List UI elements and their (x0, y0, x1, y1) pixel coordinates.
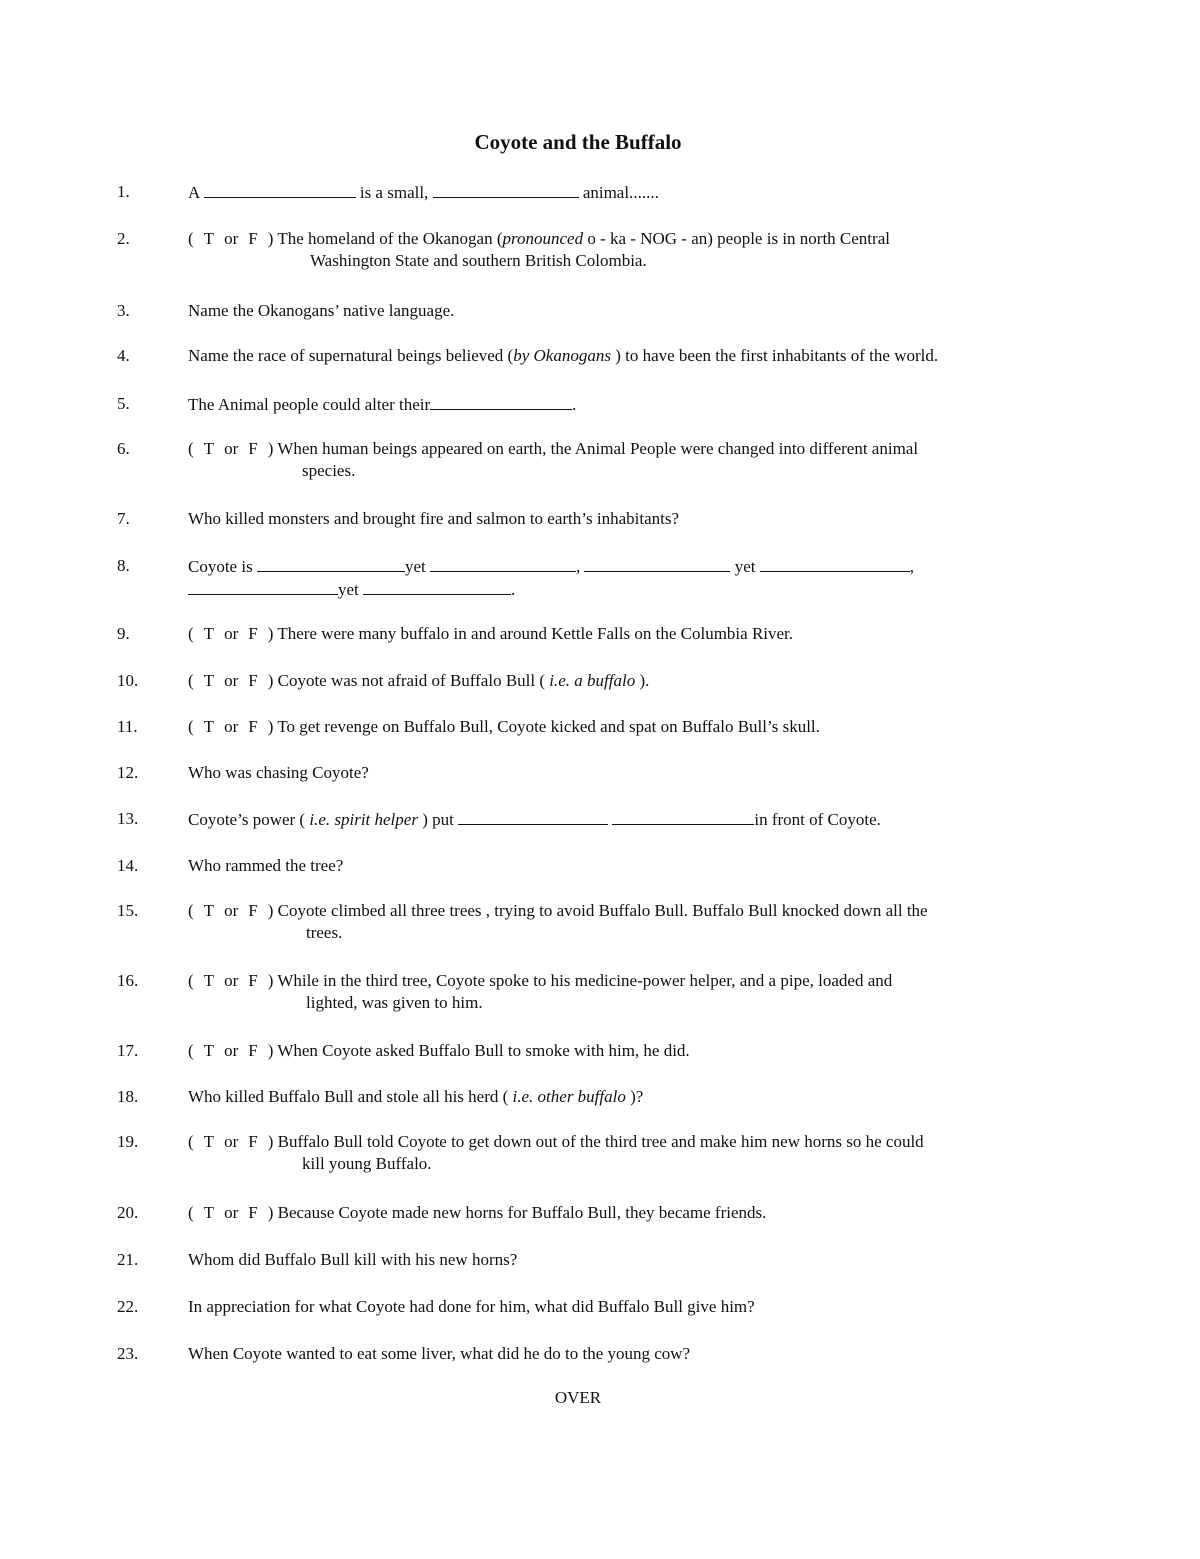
true-false-choice[interactable] (188, 439, 273, 458)
tf-open: ( (188, 671, 194, 690)
answer-blank[interactable] (433, 181, 579, 198)
q1-text-a: A (188, 183, 200, 202)
q8-period: . (511, 580, 516, 599)
q1-text-c: animal....... (582, 183, 659, 202)
question-number: 4. (117, 346, 130, 365)
q2-text-a: The homeland of the Okanogan ( (277, 229, 503, 248)
true-option[interactable]: T (203, 229, 215, 248)
question-number: 20. (117, 1203, 139, 1222)
tf-close: ) (267, 1203, 274, 1222)
true-false-choice[interactable] (188, 1041, 273, 1060)
q6-text-b: species. (302, 461, 356, 480)
tf-close: ) (267, 439, 274, 458)
false-option[interactable]: F (248, 901, 258, 920)
q2-text-d: Washington State and southern British Colombia. (310, 251, 647, 270)
question-number: 2. (117, 229, 130, 248)
q10-text-a: Coyote was not afraid of Buffalo Bull ( (277, 671, 550, 690)
question-number: 11. (117, 717, 138, 736)
q4-text-italic: by Okanogans (513, 346, 611, 365)
true-option[interactable]: T (203, 717, 215, 736)
q4-text-a: Name the race of supernatural beings believed ( (188, 346, 514, 365)
tf-or: or (224, 1203, 239, 1222)
tf-close: ) (267, 717, 274, 736)
question-number: 10. (117, 671, 139, 690)
false-option[interactable]: F (248, 439, 258, 458)
q15-text-a: Coyote climbed all three trees , trying to avoid Buffalo Bull. Buffalo Bull knocked down all the (277, 901, 928, 920)
question-text: Who killed monsters and brought fire and salmon to earth’s inhabitants? (188, 509, 679, 528)
q8-yet: yet (338, 580, 359, 599)
q13-text-a: Coyote’s power ( (188, 810, 310, 829)
q15-text-b: trees. (306, 923, 343, 942)
question-number: 1. (117, 182, 130, 201)
true-option[interactable]: T (203, 901, 215, 920)
tf-open: ( (188, 439, 194, 458)
q19-text-a: Buffalo Bull told Coyote to get down out of the third tree and make him new horns so he could (277, 1132, 924, 1151)
q18-text-a: Who killed Buffalo Bull and stole all his herd ( (188, 1087, 513, 1106)
question-number: 13. (117, 809, 139, 828)
true-option[interactable]: T (203, 1203, 215, 1222)
true-option[interactable]: T (203, 624, 215, 643)
true-option[interactable]: T (203, 971, 215, 990)
question-number: 17. (117, 1041, 139, 1060)
answer-blank[interactable] (430, 393, 572, 410)
q8-comma: , (909, 557, 915, 576)
true-false-choice[interactable] (188, 671, 273, 690)
tf-close: ) (267, 901, 274, 920)
tf-close: ) (267, 971, 274, 990)
question-text: Who rammed the tree? (188, 856, 344, 875)
answer-blank[interactable] (612, 808, 754, 825)
tf-open: ( (188, 1203, 194, 1222)
q5-text-b: . (572, 395, 577, 414)
q2-text-c: o - ka - NOG - an) people is in north Central (583, 229, 890, 248)
false-option[interactable]: F (248, 229, 258, 248)
answer-blank[interactable] (584, 555, 730, 572)
question-number: 14. (117, 856, 139, 875)
question-text: Who was chasing Coyote? (188, 763, 369, 782)
q8-yet: yet (734, 557, 756, 576)
q6-text-a: When human beings appeared on earth, the Animal People were changed into different animal (277, 439, 919, 458)
question-number: 3. (117, 301, 130, 320)
q10-text-c: ). (635, 671, 650, 690)
false-option[interactable]: F (248, 1041, 258, 1060)
true-false-choice[interactable] (188, 1132, 273, 1151)
question-text: When Coyote asked Buffalo Bull to smoke with him, he did. (277, 1041, 690, 1060)
answer-blank[interactable] (458, 808, 608, 825)
question-text: Because Coyote made new horns for Buffalo Bull, they became friends. (277, 1203, 767, 1222)
q8-text-a: Coyote is (188, 557, 253, 576)
question-number: 8. (117, 556, 130, 575)
false-option[interactable]: F (248, 1132, 258, 1151)
question-number: 23. (117, 1344, 139, 1363)
tf-or: or (224, 439, 239, 458)
tf-open: ( (188, 229, 194, 248)
tf-open: ( (188, 1132, 194, 1151)
question-text: To get revenge on Buffalo Bull, Coyote kicked and spat on Buffalo Bull’s skull. (277, 717, 820, 736)
q13-text-d: in front of Coyote. (754, 810, 881, 829)
q13-text-italic: i.e. spirit helper (309, 810, 418, 829)
q4-text-c: ) to have been the first inhabitants of the world. (610, 346, 939, 365)
question-number: 19. (117, 1132, 139, 1151)
q8-comma: , (575, 557, 581, 576)
answer-blank[interactable] (430, 555, 576, 572)
answer-blank[interactable] (363, 578, 511, 595)
question-number: 22. (117, 1297, 139, 1316)
tf-close: ) (267, 671, 274, 690)
true-false-choice[interactable] (188, 1203, 273, 1222)
question-text: When Coyote wanted to eat some liver, what did he do to the young cow? (188, 1344, 691, 1363)
answer-blank[interactable] (760, 555, 910, 572)
tf-close: ) (267, 1041, 274, 1060)
q1-text-b: is a small, (359, 183, 429, 202)
q13-text-c: ) put (417, 810, 454, 829)
tf-or: or (224, 717, 239, 736)
question-text: Name the Okanogans’ native language. (188, 301, 455, 320)
tf-or: or (224, 971, 239, 990)
tf-open: ( (188, 901, 194, 920)
question-number: 15. (117, 901, 139, 920)
tf-or: or (224, 1132, 239, 1151)
false-option[interactable]: F (248, 717, 258, 736)
question-text: There were many buffalo in and around Kettle Falls on the Columbia River. (277, 624, 794, 643)
question-number: 7. (117, 509, 130, 528)
question-text: In appreciation for what Coyote had done for him, what did Buffalo Bull give him? (188, 1297, 755, 1316)
question-text: Whom did Buffalo Bull kill with his new horns? (188, 1250, 518, 1269)
tf-open: ( (188, 1041, 194, 1060)
tf-open: ( (188, 971, 194, 990)
q16-text-a: While in the third tree, Coyote spoke to his medicine-power helper, and a pipe, loaded and (277, 971, 893, 990)
q19-text-b: kill young Buffalo. (302, 1154, 432, 1173)
question-number: 5. (117, 394, 130, 413)
answer-blank[interactable] (204, 181, 356, 198)
true-option[interactable]: T (203, 439, 215, 458)
tf-close: ) (267, 229, 274, 248)
question-number: 9. (117, 624, 130, 643)
tf-or: or (224, 229, 239, 248)
tf-close: ) (267, 624, 274, 643)
question-number: 18. (117, 1087, 139, 1106)
true-option[interactable]: T (203, 1041, 215, 1060)
question-number: 21. (117, 1250, 139, 1269)
q8-yet: yet (404, 557, 426, 576)
q10-text-italic: i.e. a buffalo (549, 671, 636, 690)
tf-or: or (224, 671, 239, 690)
q2-text-italic: pronounced (502, 229, 584, 248)
tf-close: ) (267, 1132, 274, 1151)
false-option[interactable]: F (248, 624, 258, 643)
question-number: 6. (117, 439, 130, 458)
true-false-choice[interactable] (188, 717, 273, 736)
true-false-choice[interactable] (188, 901, 273, 920)
answer-blank[interactable] (188, 578, 338, 595)
tf-or: or (224, 624, 239, 643)
worksheet-title: Coyote and the Buffalo (474, 130, 682, 154)
q18-text-italic: i.e. other buffalo (512, 1087, 626, 1106)
q18-text-c: )? (625, 1087, 644, 1106)
question-number: 16. (117, 971, 139, 990)
q16-text-b: lighted, was given to him. (306, 993, 483, 1012)
question-number: 12. (117, 763, 139, 782)
false-option[interactable]: F (248, 671, 258, 690)
false-option[interactable]: F (248, 971, 258, 990)
tf-open: ( (188, 717, 194, 736)
tf-open: ( (188, 624, 194, 643)
true-false-choice[interactable] (188, 229, 273, 248)
true-false-choice[interactable] (188, 624, 273, 643)
tf-or: or (224, 901, 239, 920)
tf-or: or (224, 1041, 239, 1060)
answer-blank[interactable] (257, 555, 405, 572)
false-option[interactable]: F (248, 1203, 258, 1222)
q5-text-a: The Animal people could alter their (188, 395, 431, 414)
true-option[interactable]: T (203, 1132, 215, 1151)
true-option[interactable]: T (203, 671, 215, 690)
page-footer-over: OVER (554, 1388, 602, 1407)
true-false-choice[interactable] (188, 971, 273, 990)
